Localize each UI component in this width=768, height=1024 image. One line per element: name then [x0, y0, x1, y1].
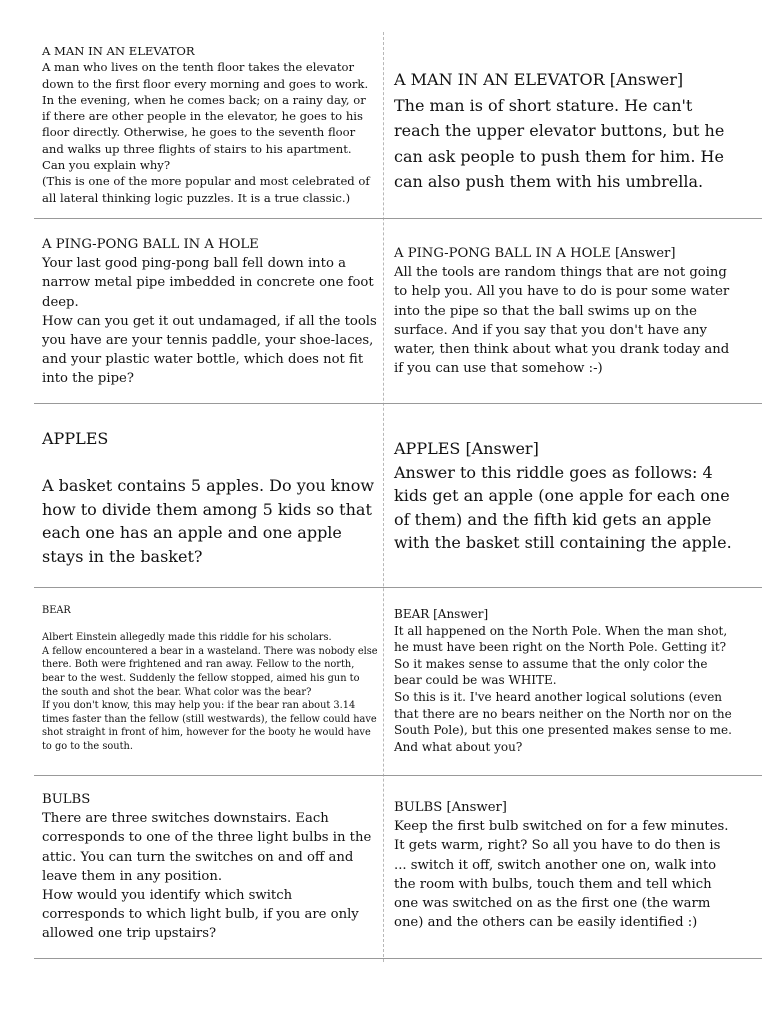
question-title: APPLES — [42, 429, 109, 448]
question-card-bulbs — [42, 790, 378, 944]
question-body: A basket contains 5 apples. Do you know how to divide them among 5 kids so that each one has an apple and one apple stays in the basket? — [42, 476, 375, 566]
question-body: There are three switches downstairs. Each corresponds to one of the three light bulbs in the attic. You can turn the switches on and off and leave them in any position. How would you identify which switch corresponds to which light bulb, if you are only allowed one trip upstairs? — [42, 811, 372, 942]
answer-body: The man is of short stature. He can't reach the upper elevator buttons, but he can ask people to push them for him. He can also push them with his umbrella. — [394, 95, 725, 191]
answer-body: Keep the first bulb switched on for a few minutes. It gets warm, right? So all you have to do then is ... switch it off, switch another one on, walk into the room with bulbs, touch them and tell which one was switched on as the first one (the warm one) and the others can be easily identified :) — [394, 819, 729, 931]
answer-card-ping-pong — [394, 244, 736, 378]
answer-card-bulbs — [394, 798, 736, 932]
question-body: Albert Einstein allegedly made this riddle for his scholars. A fellow encountered a bear in a wasteland. There was nobody else there. Both were frightened and ran away. Fellow to the north, bear to the west. Suddenly the fellow stopped, aimed his gun to the south and shot the bear. What color was the bear? If you don't know, this may help you: if the bear ran about 3.14 times faster than the fellow (still westwards), the fellow could have shot straight in front of him, however for the booty he would have to go to the south. — [42, 632, 378, 752]
answer-card-bear — [394, 606, 736, 755]
row-divider — [34, 403, 762, 404]
answer-card-apples — [394, 437, 736, 555]
question-card-ping-pong — [42, 235, 378, 389]
answer-title: A PING-PONG BALL IN A HOLE [Answer] — [394, 246, 676, 261]
row-divider — [34, 775, 762, 776]
answer-title: APPLES [Answer] — [394, 439, 539, 458]
question-title: BEAR — [42, 605, 71, 616]
answer-title: A MAN IN AN ELEVATOR [Answer] — [394, 70, 684, 89]
question-card-apples — [42, 427, 378, 568]
row-divider — [34, 218, 762, 219]
question-title: A PING-PONG BALL IN A HOLE — [42, 237, 259, 252]
row-divider — [34, 958, 762, 959]
answer-card-elevator — [394, 67, 736, 195]
question-card-elevator — [42, 43, 374, 206]
question-card-bear — [42, 604, 378, 754]
answer-body: It all happened on the North Pole. When the man shot, he must have been right on the North Pole. Getting it? So it makes sense to assume that the only color the bear could be was WHITE. So this is it. I've heard another logical solutions (even that there are no bears neither on the North nor on the South Pole), but this one presented makes sense to me. And what about you? — [394, 623, 732, 754]
question-title: A MAN IN AN ELEVATOR — [42, 44, 195, 58]
question-title: BULBS — [42, 792, 91, 807]
question-body: Your last good ping-pong ball fell down into a narrow metal pipe imbedded in concrete one foot deep. How can you get it out undamaged, if all the tools you have are your tennis paddle, your shoe-laces, and your plastic water bottle, which does not fit into the pipe? — [42, 256, 377, 387]
answer-body: All the tools are random things that are not going to help you. All you have to do is pour some water into the pipe so that the ball swims up on the surface. And if you say that you don't have any water, then think about what you drank today and if you can use that somehow :-) — [394, 265, 730, 377]
answer-title: BEAR [Answer] — [394, 607, 489, 621]
center-divider — [383, 32, 384, 962]
answer-body: Answer to this riddle goes as follows: 4 kids get an apple (one apple for each one of them) and the fifth kid gets an apple with the basket still containing the apple. — [394, 462, 732, 552]
row-divider — [34, 587, 762, 588]
question-body: A man who lives on the tenth floor takes the elevator down to the first floor every morning and goes to work. In the evening, when he comes back; on a rainy day, or if there are other people in the elevator, he goes to his floor directly. Otherwise, he goes to the seventh floor and walks up three flights of stairs to his apartment. Can you explain why? (This is one of the more popular and most celebrated of all lateral thinking logic puzzles. It is a true classic.) — [42, 60, 370, 205]
answer-title: BULBS [Answer] — [394, 800, 507, 815]
